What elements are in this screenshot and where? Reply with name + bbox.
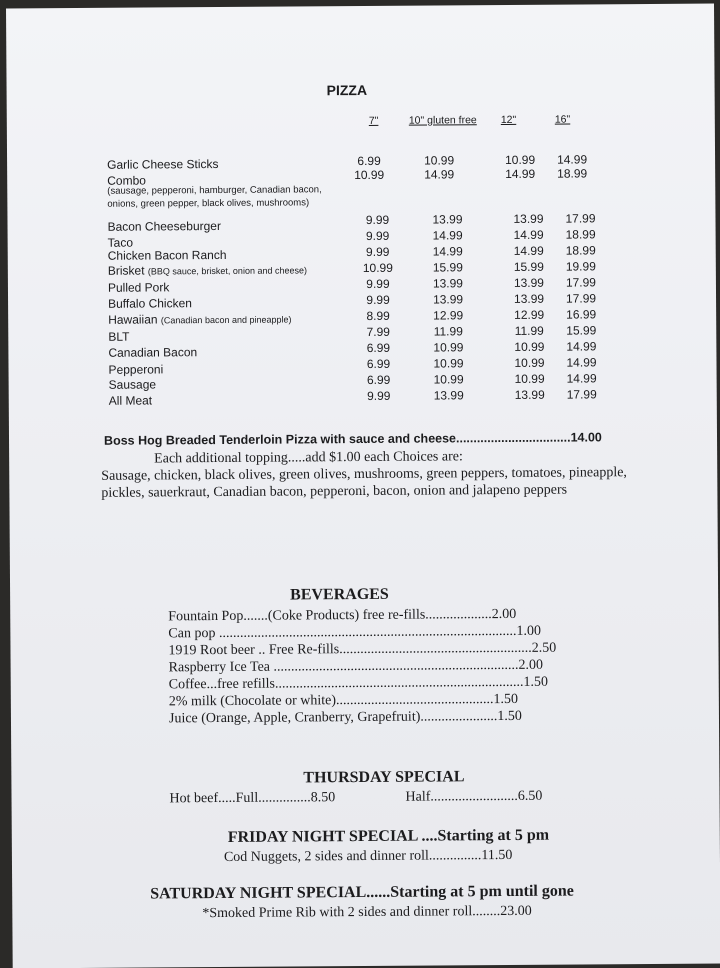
pizza-price: 10.99 (514, 339, 545, 354)
pizza-price: 17.99 (565, 211, 596, 226)
pizza-price: 6.99 (366, 356, 391, 371)
saturday-special-title: SATURDAY NIGHT SPECIAL......Starting at 5 pm until gone (150, 882, 574, 903)
friday-special-detail: Cod Nuggets, 2 sides and dinner roll...............11.50 (223, 847, 513, 865)
combo-toppings-line-2: onions, green pepper, black olives, mushrooms) (107, 197, 310, 210)
pizza-price: 18.99 (565, 227, 596, 242)
pizza-price: 13.99 (432, 292, 464, 307)
pizza-name: Chicken Bacon Ranch (107, 247, 227, 263)
pizza-price: 10.99 (433, 356, 464, 371)
pizza-price: 9.99 (365, 212, 390, 227)
pizza-price: 14.99 (566, 371, 597, 386)
pizza-name: Taco (107, 235, 134, 250)
combo-toppings-line-1: (sausage, pepperoni, hamburger, Canadian bacon, (107, 184, 322, 197)
pizza-price: 14.99 (505, 166, 536, 181)
thursday-full-price: Hot beef.....Full...............8.50 (169, 790, 336, 807)
pizza-price: 10.99 (362, 260, 393, 275)
size-header-10in-gluten-free: 10" gluten free (408, 114, 477, 127)
pizza-name: Bacon Cheeseburger (107, 218, 222, 234)
pizza-price: 10.99 (514, 371, 545, 386)
pizza-name: Canadian Bacon (108, 345, 198, 360)
pizza-price: 10.99 (433, 340, 464, 355)
pizza-name: Brisket (107, 263, 145, 278)
pizza-price: 13.99 (514, 387, 545, 402)
pizza-price: 9.99 (365, 228, 390, 243)
pizza-price: 6.99 (366, 340, 391, 355)
pizza-name: Sausage (108, 377, 157, 392)
size-header-7in: 7" (368, 114, 379, 127)
pizza-name-with-note (108, 311, 291, 326)
pizza-price: 12.99 (433, 308, 464, 323)
size-header-16in: 16" (554, 113, 571, 126)
pizza-price: 10.99 (433, 372, 464, 387)
saturday-special-detail: *Smoked Prime Rib with 2 sides and dinner roll........23.00 (202, 903, 532, 922)
pizza-price: 15.99 (513, 259, 544, 274)
pizza-price: 7.99 (366, 324, 390, 339)
pizza-price: 10.99 (354, 167, 385, 183)
pizza-price: 14.99 (424, 167, 455, 182)
pizza-price: 16.99 (566, 307, 597, 322)
thursday-special-title: THURSDAY SPECIAL (303, 768, 465, 787)
pizza-price: 14.99 (557, 152, 588, 167)
pizza-price: 14.99 (566, 355, 597, 370)
pizza-price: 9.99 (366, 388, 391, 403)
pizza-price: 13.99 (432, 212, 463, 227)
additional-topping-note: Each additional topping.....add $1.00 each Choices are: (154, 449, 463, 467)
beverage-row: Can pop .....................................................................................1.00 (168, 623, 541, 642)
pizza-price: 14.99 (432, 228, 463, 243)
pizza-price: 13.99 (433, 388, 464, 403)
pizza-name-with-note (108, 262, 307, 277)
pizza-price: 18.99 (565, 243, 596, 258)
beverage-row: Coffee...free refills.......................................................................1.50 (168, 674, 549, 693)
pizza-price: 13.99 (432, 276, 464, 291)
pizza-price: 11.99 (514, 323, 544, 338)
pizza-section-title: PIZZA (326, 81, 368, 99)
pizza-price: 17.99 (565, 275, 596, 290)
pizza-price: 10.99 (514, 355, 545, 370)
beverage-row: 2% milk (Chocolate or white).............................................1.50 (168, 691, 519, 710)
friday-special-title: FRIDAY NIGHT SPECIAL ....Starting at 5 pm (227, 826, 550, 846)
pizza-price: 14.99 (432, 244, 463, 259)
pizza-price: 17.99 (565, 291, 597, 306)
pizza-name: All Meat (108, 393, 153, 408)
pizza-name: Combo (107, 173, 146, 188)
beverage-row: Fountain Pop.......(Coke Products) free re-fills...................2.00 (168, 606, 517, 625)
pizza-price: 10.99 (424, 153, 455, 168)
pizza-name: Pulled Pork (107, 280, 170, 295)
pizza-price: 12.99 (514, 307, 545, 322)
pizza-price: 13.99 (513, 291, 545, 306)
pizza-note: (BBQ sauce, brisket, onion and cheese) (147, 265, 308, 277)
pizza-price: 9.99 (365, 244, 390, 259)
pizza-price: 19.99 (565, 259, 596, 274)
pizza-name: Hawaiian (108, 312, 158, 327)
beverage-row: Raspberry Ice Tea ......................................................................2.00 (168, 657, 544, 676)
pizza-price: 6.99 (366, 372, 391, 387)
pizza-price: 17.99 (566, 387, 597, 402)
pizza-name: BLT (108, 329, 130, 344)
pizza-price: 11.99 (433, 324, 463, 339)
topping-choices: Sausage, chicken, black olives, green olives, mushrooms, green peppers, tomatoes, pineapple, pickles, sauerkraut, Canadian bacon, pepperoni, bacon, onion and jalapeno peppers (101, 465, 627, 501)
menu-sheet (6, 4, 720, 968)
pizza-name: Buffalo Chicken (108, 296, 192, 311)
pizza-price: 14.99 (513, 227, 544, 242)
pizza-price: 15.99 (432, 260, 463, 275)
pizza-price: 13.99 (513, 275, 545, 290)
pizza-note: (Canadian bacon and pineapple) (160, 314, 292, 326)
pizza-price: 14.99 (513, 243, 544, 258)
pizza-price: 10.99 (505, 152, 536, 167)
pizza-price: 9.99 (366, 276, 390, 291)
pizza-price: 14.99 (566, 339, 597, 354)
beverage-row: Juice (Orange, Apple, Cranberry, Grapefruit)......................1.50 (168, 708, 522, 727)
size-header-12in: 12" (500, 113, 517, 127)
pizza-name: Pepperoni (108, 362, 164, 377)
pizza-price: 15.99 (566, 323, 597, 338)
boss-hog-price: 14.00 (570, 430, 602, 445)
beverage-row: 1919 Root beer .. Free Re-fills.......................................................2.50 (168, 640, 557, 659)
pizza-name: Garlic Cheese Sticks (107, 156, 219, 172)
beverages-title: BEVERAGES (290, 585, 389, 604)
thursday-half-price: Half.........................6.50 (405, 788, 543, 805)
boss-hog-label: Boss Hog Breaded Tenderloin Pizza with sauce and cheese................................. (103, 430, 571, 448)
pizza-price: 6.99 (357, 153, 381, 169)
pizza-price: 8.99 (366, 308, 390, 323)
pizza-price: 13.99 (513, 211, 544, 226)
pizza-price: 18.99 (557, 166, 588, 181)
pizza-price: 9.99 (366, 292, 390, 307)
boss-hog-line (104, 430, 602, 447)
